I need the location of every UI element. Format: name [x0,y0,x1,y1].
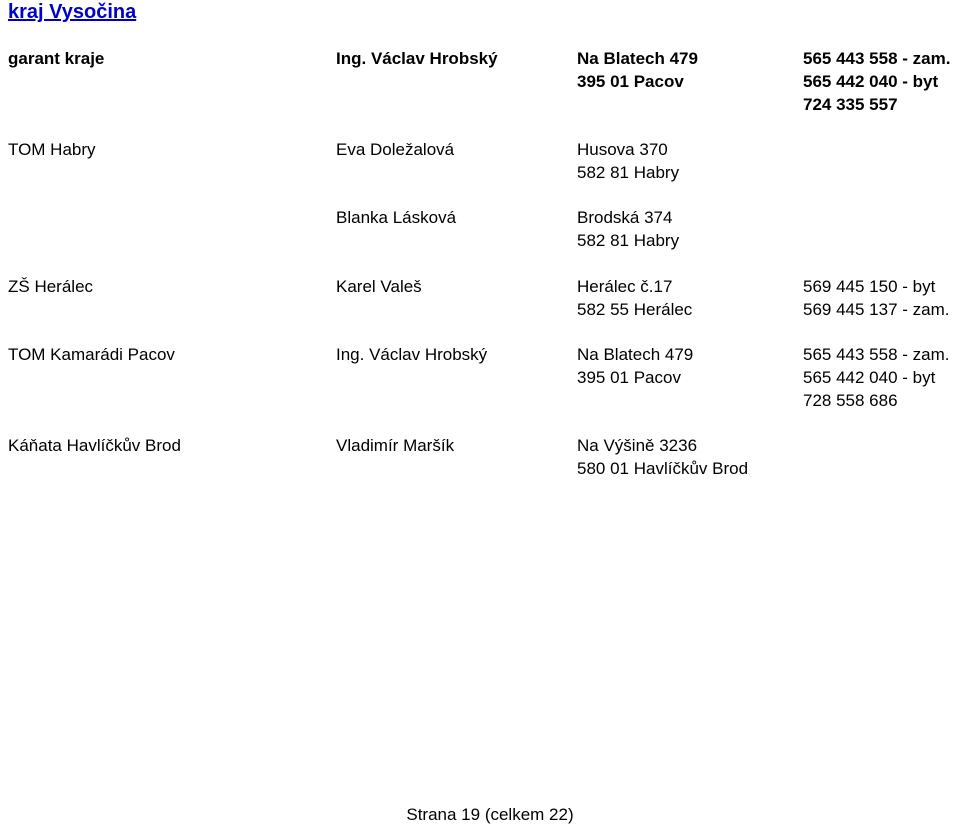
address-city: 582 55 Herálec [577,300,693,319]
address-street: Na Blatech 479 [577,49,698,68]
address-city: 395 01 Pacov [577,368,681,387]
contact-person: Vladimír Maršík [336,436,455,455]
address-street: Na Výšině 3236 [577,436,698,455]
organization-name: ZŠ Herálec [8,277,94,296]
contact-person: Ing. Václav Hrobský [336,345,488,364]
address-street: Herálec č.17 [577,277,673,296]
phone-number: 569 445 150 - byt [803,277,936,296]
address-city: 582 81 Habry [577,231,680,250]
address-street: Na Blatech 479 [577,345,694,364]
phone-number: 565 442 040 - byt [803,368,936,387]
organization-name: TOM Habry [8,140,96,159]
page-footer: Strana 19 (celkem 22) [406,805,574,824]
organization-name: garant kraje [8,49,105,68]
phone-number: 565 443 558 - zam. [803,49,951,68]
phone-number: 565 443 558 - zam. [803,345,950,364]
contact-person: Ing. Václav Hrobský [336,49,498,68]
contact-person: Karel Valeš [336,277,422,296]
organization-name: TOM Kamarádi Pacov [8,345,175,364]
address-city: 395 01 Pacov [577,72,684,91]
phone-number: 724 335 557 [803,95,898,114]
region-title[interactable]: kraj Vysočina [8,1,137,23]
address-city: 582 81 Habry [577,163,680,182]
phone-number: 565 442 040 - byt [803,72,939,91]
contact-person: Eva Doležalová [336,140,455,159]
phone-number: 728 558 686 [803,391,898,410]
phone-number: 569 445 137 - zam. [803,300,950,319]
address-street: Brodská 374 [577,208,673,227]
contact-person: Blanka Lásková [336,208,457,227]
address-street: Husova 370 [577,140,668,159]
organization-name: Káňata Havlíčkův Brod [8,436,181,455]
address-city: 580 01 Havlíčkův Brod [577,459,749,478]
